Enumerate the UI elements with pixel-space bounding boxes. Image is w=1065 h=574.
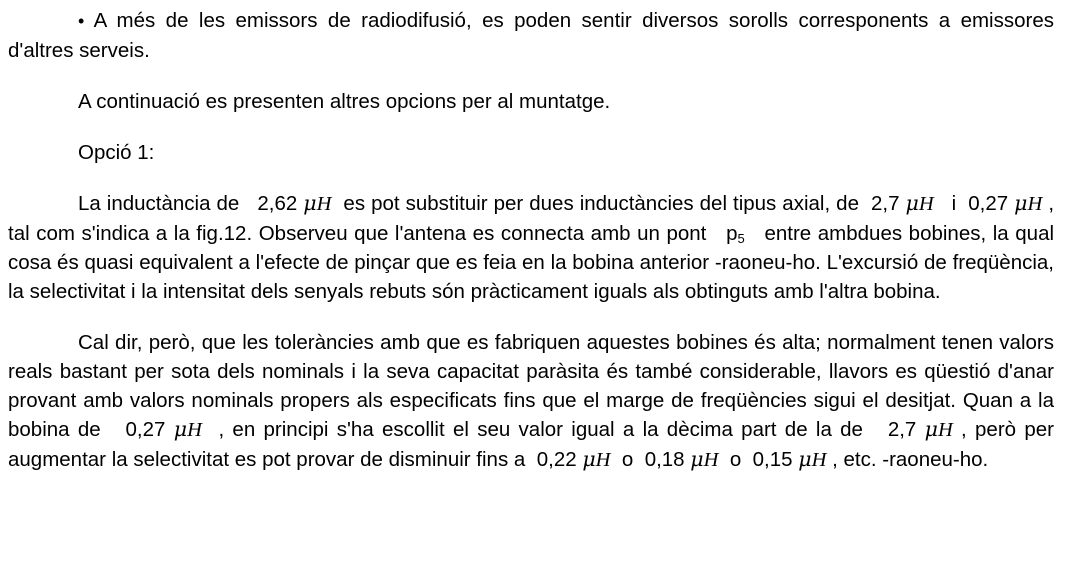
p5-value-4: 0,18 xyxy=(644,448,685,471)
paragraph-2-text: A continuació es presenten altres opcions per al muntatge. xyxy=(78,90,611,113)
p5-value-3: 0,22 xyxy=(536,448,577,471)
henry-symbol: H xyxy=(187,419,202,441)
p4-text-2: es pot substituir per dues inductàncies del tipus axial, de xyxy=(343,192,859,215)
paragraph-3-text: Opció 1: xyxy=(78,141,155,164)
p4-value-1: 2,62 xyxy=(257,192,298,215)
mu-symbol: μ xyxy=(798,447,812,471)
mu-symbol: μ xyxy=(582,447,596,471)
p5-value-5: 0,15 xyxy=(752,448,793,471)
paragraph-bullet xyxy=(8,6,1054,65)
p4-bridge-label: $p_5$ xyxy=(726,222,745,246)
mu-symbol: μ xyxy=(173,417,188,441)
p4-text-3: i xyxy=(951,192,957,215)
henry-symbol: H xyxy=(1027,193,1043,215)
p5-text-4: o xyxy=(621,448,634,471)
p5-text-5: o xyxy=(729,448,742,471)
henry-symbol: H xyxy=(316,193,332,215)
paragraph-inductance xyxy=(8,189,1054,306)
henry-symbol: H xyxy=(703,449,719,471)
mu-symbol: μ xyxy=(690,447,704,471)
p5-value-1: 0,27 xyxy=(125,418,166,441)
mu-symbol: μ xyxy=(924,417,938,441)
paragraph-tolerances xyxy=(8,328,1054,475)
p5-text-6: , etc. -raoneu-ho. xyxy=(832,448,989,471)
p4-text-4: , tal com s'indica a la fig.12. Observeu que l'antena es connecta amb un pont xyxy=(8,192,1055,245)
p5-value-2: 2,7 xyxy=(887,418,917,441)
mu-symbol: μ xyxy=(905,191,919,215)
mu-symbol: μ xyxy=(303,191,317,215)
p5-text-3: , però per augmentar la selectivitat es pot provar de disminuir fins a xyxy=(8,418,1054,471)
henry-symbol: H xyxy=(811,449,827,471)
p5-text-2: , en principi s'ha escollit el seu valor igual a la dècima part de la de xyxy=(218,418,863,441)
option-heading xyxy=(8,138,1054,167)
p4-value-3: 0,27 xyxy=(968,192,1009,215)
henry-symbol: H xyxy=(595,449,611,471)
document-page xyxy=(8,6,1054,475)
p4-text-1: La inductància de xyxy=(78,192,240,215)
p4-text-5: entre ambdues bobines, la qual cosa és quasi equivalent a l'efecte de pinçar que es feia en la bobina anterior -raoneu-ho. L'excursió de freqüència, la selectivitat i la intensitat dels senyals rebuts són pràcticament iguals als obtinguts amb l'altra bobina. xyxy=(8,222,1055,303)
p5-text-1: Cal dir, però, que les toleràncies amb que es fabriquen aquestes bobines és alta; normalment tenen valors reals bastant per sota dels nominals i la seva capacitat paràsita és també considerable, llavors es qüestió d'anar provant amb valors nominals propers als especificats fins que el marge de freqüències sigui el desitjat. Quan a la bobina de xyxy=(8,331,1054,441)
paragraph-intro xyxy=(8,87,1054,116)
bullet-icon: • xyxy=(78,11,85,31)
mu-symbol: μ xyxy=(1014,191,1028,215)
henry-symbol: H xyxy=(918,193,934,215)
paragraph-1-text: A més de les emissors de radiodifusió, es poden sentir diversos sorolls corresponents a emissores d'altres serveis. xyxy=(8,9,1054,62)
p4-value-2: 2,7 xyxy=(871,192,900,215)
henry-symbol: H xyxy=(937,419,953,441)
